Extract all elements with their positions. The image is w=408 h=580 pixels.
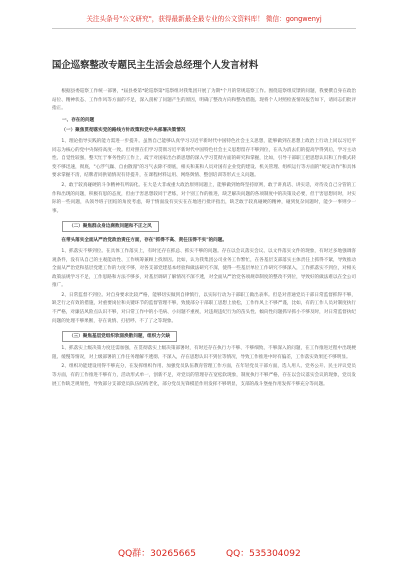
body-paragraph: 2、日常监督不到位。对自身要求比较严格，能够切实做到自律慎行，以实际行动为干部职工做出表率。但是对普通党员干部日常监督抓得不够，缺乏行之有效的措施，对重要岗位和关键环节的监督管理不够，致使部分干部职工思想上放松，工作作风上不够严谨，比如，有的工作人员对制度执行不严格，对廉洁风险点认识不够，对日常工作中的小毛病、小问题不重视，对违规违纪行为的苗头性、倾向性问题抓早抓小不够及时，对日常监督执纪问题的处理不够果断，存在说情、打招呼、不了了之等现象。: [52, 292, 356, 324]
section-heading-boxed: （二）聚焦群众身边腐败问题和不正之风: [62, 221, 159, 232]
header-banner: 关注头条号"公文研究"，获得最新最全最专业的公文资料库！ 微信：gongwenyj: [86, 15, 322, 23]
body-paragraph: 1、抓落实不够到位。在具体工作落实上，有时还存在抓总、抓实不够的问题。存在以会议落实会议、以文件落实文件的现象，有时过多地强调客观条件，没有从自己的主观能动性、工作统筹兼顾上找原因。比如，认为我集团公司业务工作繁忙，在各基层支部落实主体责任上抓得不紧，导致推动全面从严治党和基层党建工作的力度不够，对各支部党建基本经验和做法研究不深，使得一些基层单位工作研究不够深入，工作抓落实不到位，对相关政策法规学习不足，工作思路和方法不够多，对基层调研了解情况不深不透，对全面从严治党各项规章制度的整改不到位，导致好的做法难以在全公司推广。: [52, 248, 356, 289]
footer-contacts: [0, 547, 408, 561]
header-divider: [52, 28, 356, 29]
sub-heading: （一）聚焦贯彻落实党的路线方针政策和党中央部署决策情况: [61, 128, 186, 134]
section-heading-boxed: （三）聚焦基层党组织软弱涣散问题，组织力欠缺: [62, 331, 177, 342]
qq-group-label: QQ群：30265665: [118, 549, 196, 559]
body-paragraph: 1、理论指导实践的能力需进一步提升。虽然自己能够认真学习习近平新时代中国特色社会主义思想，能够做到在思想上政治上行动上同以习近平同志为核心的党中央保持高度一致。但对照在们学习贯彻习近平新时代中国特色社会主义思想留存不够到位，在从为消去们的提高学得到后，学习主动性、自觉性较强，整天忙于事务性的工作上，疏于对国家出台新思想的深入学习贯彻方面的研究和掌握，比如，引导干部职工把思想认识和工作模式转变不够迅速，彻底，"心浮气躁、自由散漫"的习气去除不彻底，相关和某和人员对国有企业党的建设、机关管理、组织运行等方面的"规定动作"和具体要求掌握不清，结牌者同供销情况有待提升，在课程材料运用、网络舆情、整创培训等形式主义问题。: [52, 138, 356, 179]
body-paragraph: 2、组织功能建设用得不够充分，在发挥组织作用、加强党员队伍教育管理工作方面，在年轻党员干部方面，选人用人、党务公开、民主评议党员等方面，有的工作推进不够有力，活动形式单一，创新不足，对党员的管理存在宽松软现象，制度执行不够严格，存在以会议落实会议的现象，党员发展工作缺乏规划性，导致部分支部党员队伍结构老化，部分党员先锋模范作用发挥不够明显，支部的战斗堡垒作用发挥不够充分等问题。: [52, 364, 356, 387]
body-paragraph: 1、抓落实上级决策力度还需加强，在贯彻落实上级决策部署时，有时还存在执行力不够、不够细致、不够深入的问题，在工作推进过程中出现梗阻、缓慢等情况，对上级部署的工作任务理解不透彻、不深入，存在思想认识不到位等情况，导致工作推进中时有偏差，工作落实效果还不够明显。: [52, 346, 356, 360]
body-paragraph: 根据县委巡察工作统一部署，*届县委第*轮巡察第*巡察组对我集团开展了为期*个月的常规巡察工作。围绕巡察组反馈的问题，我要撰自身在政治站位、精神状态、工作作风等方面的不足，深入剖析了问题产生的原因，明确了整改方向和整改措施。现将个人对照检查情况报告如下，请同志们批评指正。: [52, 89, 356, 112]
document-body: [52, 88, 356, 390]
document-title: 国企巡察整改专题民主生活会总经理个人发言材料: [52, 60, 259, 71]
sub-heading: 在带头落实全面从严治党政治责任方面，存在"抓得不高、责任压得不实"的问题。: [61, 238, 227, 244]
section-heading: 一、存在的问题: [62, 117, 95, 123]
body-paragraph: 2、敢于较真碰硬的斗争精神有所弱化。在大是大非或重大政治原则问题上，能够做到始终坚持原则，敢于讲真话、讲实话，对待及自己分管的工作和出现的问题，积极有思的态度，但由于害思想较同于老练，对个别工作的推进，缺乏解决问题的各项制度中的决策及必要，但于害思想同时，对实际的一些问题，从领导班子团结的角度考虑，碍于情面没有实实在在地进行批评指出，缺乏敢于较真碰硬的精神，碰到复杂问题时，能少一事则少一事。: [52, 182, 356, 214]
qq-contact-label: QQ：535304092: [226, 549, 301, 559]
